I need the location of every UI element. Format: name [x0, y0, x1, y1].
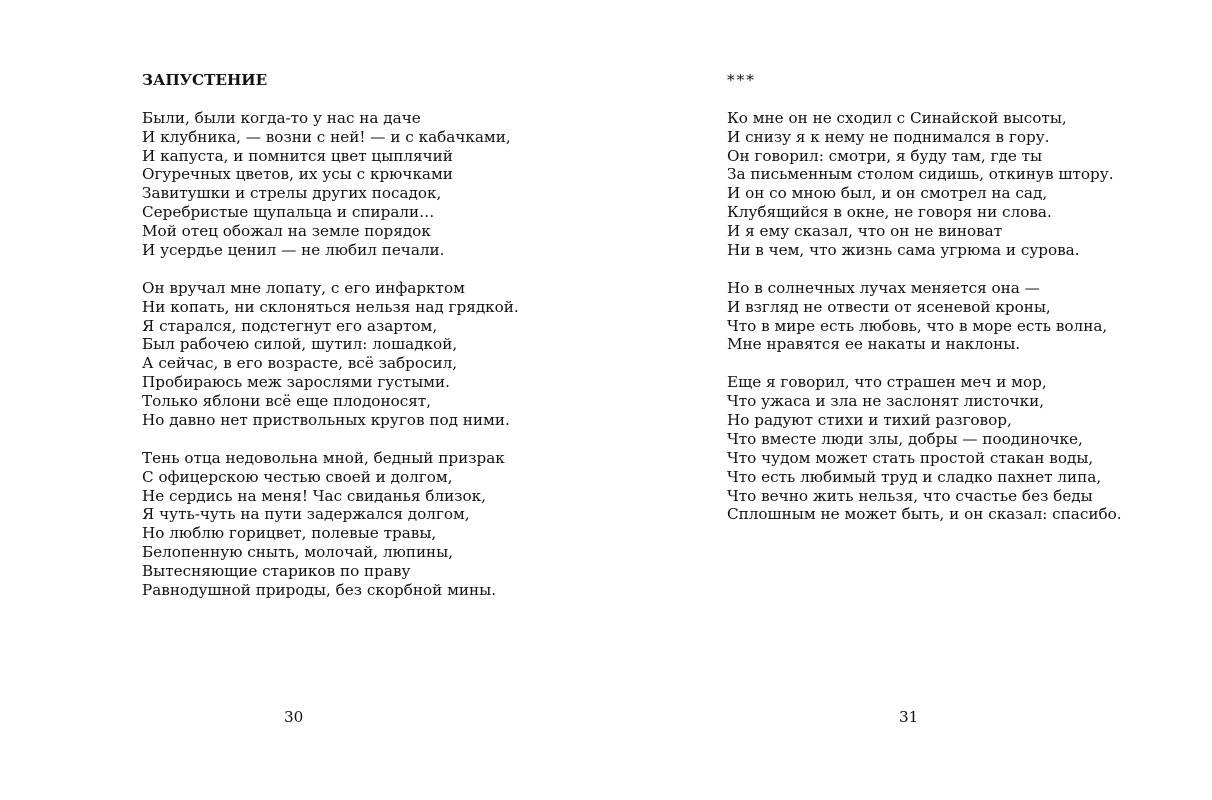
poem-line: Не сердись на меня! Час свиданья близок,	[142, 486, 486, 505]
poem-line: Мне нравятся ее накаты и наклоны.	[727, 335, 1021, 354]
left-stanza-2	[142, 279, 519, 430]
section-separator: ***	[727, 71, 756, 89]
poem-line: Что есть любимый труд и сладко пахнет липа,	[727, 467, 1102, 486]
poem-line: И капуста, и помнится цвет цыплячий	[142, 146, 453, 165]
poem-line: За письменным столом сидишь, откинув штору.	[727, 165, 1114, 184]
poem-line: Что вместе люди злы, добры — поодиночке,	[727, 429, 1083, 448]
poem-line: Завитушки и стрелы других посадок,	[142, 184, 442, 203]
poem-line: Клубящийся в окне, не говоря ни слова.	[727, 203, 1052, 222]
poem-line: Огуречных цветов, их усы с крючками	[142, 165, 453, 184]
poem-line: Пробираюсь меж зарослями густыми.	[142, 373, 450, 392]
poem-line: Он говорил: смотри, я буду там, где ты	[727, 146, 1043, 165]
right-stanza-1	[727, 109, 1122, 260]
poem-line: Ко мне он не сходил с Синайской высоты,	[727, 108, 1067, 127]
poem-line: И я ему сказал, что он не виноват	[727, 222, 1003, 241]
poem-line: Но в солнечных лучах меняется она —	[727, 278, 1040, 297]
poem-line: Тень отца недовольна мной, бедный призрак	[142, 448, 505, 467]
poem-line: Сплошным не может быть, и он сказал: спасибо.	[727, 505, 1122, 524]
poem-line: Что вечно жить нельзя, что счастье без беды	[727, 486, 1093, 505]
right-poem	[727, 71, 1122, 543]
poem-line: И усердье ценил — не любил печали.	[142, 241, 445, 260]
poem-line: И клубника, — возни с ней! — и с кабачками,	[142, 127, 511, 146]
poem-line: Но люблю горицвет, полевые травы,	[142, 524, 437, 543]
poem-line: Серебристые щупальца и спирали…	[142, 203, 435, 222]
poem-line: С офицерскою честью своей и долгом,	[142, 467, 453, 486]
poem-line: Но радуют стихи и тихий разговор,	[727, 411, 1012, 430]
right-stanza-2	[727, 279, 1122, 355]
poem-line: Но давно нет приствольных кругов под ними.	[142, 411, 510, 430]
poem-line: Равнодушной природы, без скорбной мины.	[142, 581, 497, 600]
poem-line: Ни копать, ни склоняться нельзя над грядкой.	[142, 297, 519, 316]
left-stanza-3	[142, 449, 519, 600]
poem-line: И взгляд не отвести от ясеневой кроны,	[727, 297, 1051, 316]
poem-title: ЗАПУСТЕНИЕ	[142, 71, 268, 89]
poem-line: И он со мною был, и он смотрел на сад,	[727, 184, 1048, 203]
poem-line: Я чуть-чуть на пути задержался долгом,	[142, 505, 470, 524]
poem-line: Ни в чем, что жизнь сама угрюма и сурова.	[727, 241, 1080, 260]
poem-line: Только яблони всё еще плодоносят,	[142, 392, 432, 411]
poem-line: Что чудом может стать простой стакан воды,	[727, 448, 1094, 467]
poem-line: Он вручал мне лопату, с его инфарктом	[142, 278, 465, 297]
left-poem	[142, 71, 519, 619]
page-number-right: 31	[899, 708, 919, 726]
poem-line: Вытесняющие стариков по праву	[142, 562, 411, 581]
poem-line: Мой отец обожал на земле порядок	[142, 222, 431, 241]
right-stanza-3	[727, 373, 1122, 524]
poem-line: Я старался, подстегнут его азартом,	[142, 316, 438, 335]
left-stanza-1	[142, 109, 519, 260]
poem-line: Белопенную сныть, молочай, люпины,	[142, 543, 454, 562]
poem-line: Был рабочею силой, шутил: лошадкой,	[142, 335, 458, 354]
poem-line: И снизу я к нему не поднимался в гору.	[727, 127, 1050, 146]
page-number-left: 30	[284, 708, 304, 726]
poem-line: Что в мире есть любовь, что в море есть волна,	[727, 316, 1108, 335]
poem-line: Что ужаса и зла не заслонят листочки,	[727, 392, 1045, 411]
right-page	[606, 0, 1212, 800]
poem-line: Были, были когда-то у нас на даче	[142, 108, 421, 127]
poem-line: Еще я говорил, что страшен меч и мор,	[727, 373, 1047, 392]
poem-line: А сейчас, в его возрасте, всё забросил,	[142, 354, 458, 373]
